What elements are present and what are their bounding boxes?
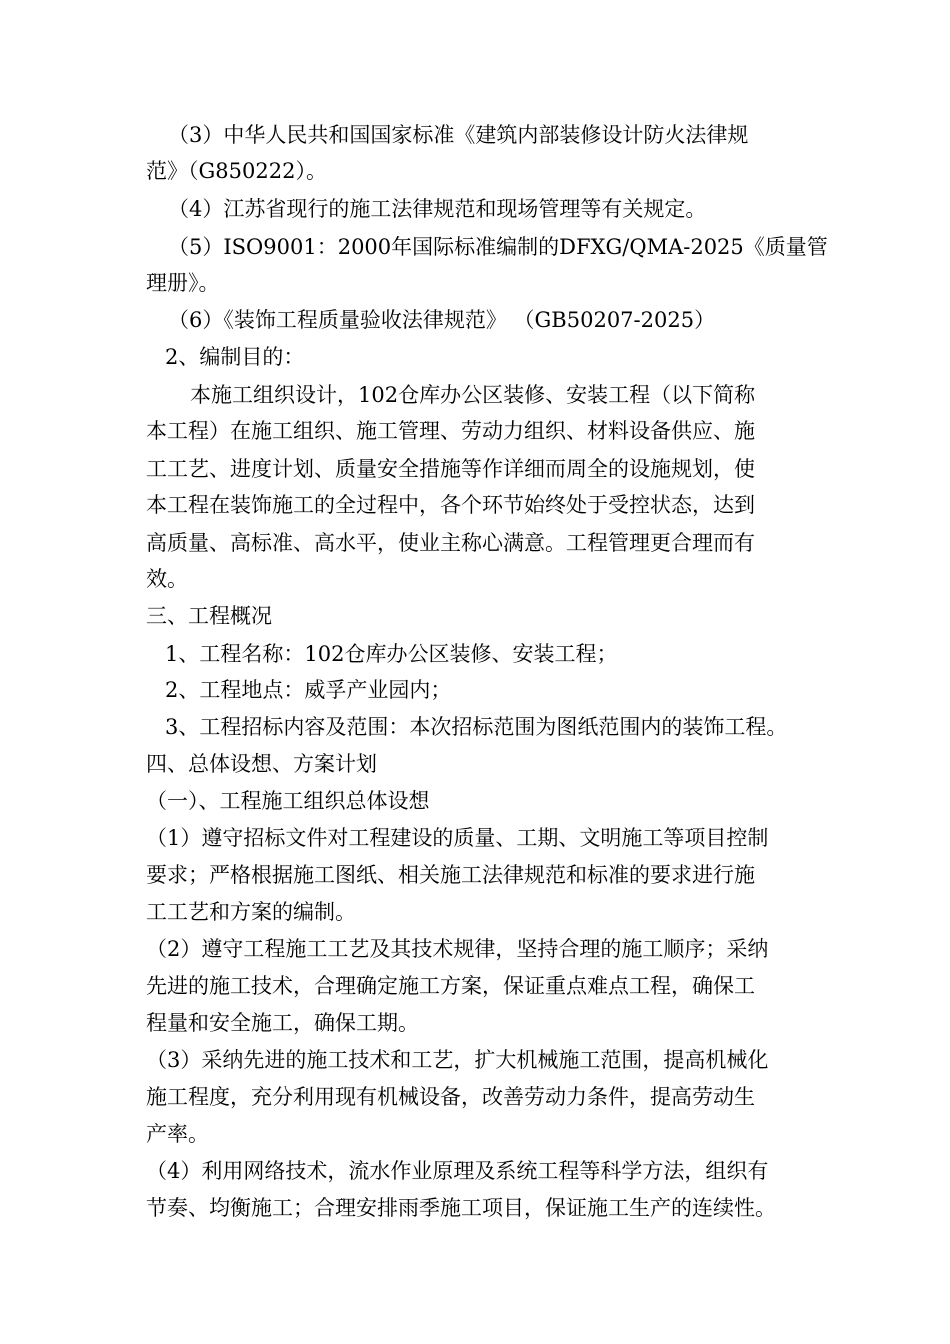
text-line: 效。 xyxy=(146,567,188,591)
text-line: 产率。 xyxy=(146,1122,209,1146)
subsection-heading: （一）、工程施工组织总体设想 xyxy=(146,789,430,813)
text-line: 程量和安全施工，确保工期。 xyxy=(146,1011,419,1035)
text-line: 本工程在装饰施工的全过程中，各个环节始终处于受控状态，达到 xyxy=(146,493,755,517)
text-line: 节奏、均衡施工；合理安排雨季施工项目，保证施工生产的连续性。 xyxy=(146,1196,776,1220)
text-line: 先进的施工技术，合理确定施工方案，保证重点难点工程，确保工 xyxy=(146,974,755,998)
text-line: （4）利用网络技术，流水作业原理及系统工程等科学方法，组织有 xyxy=(146,1159,769,1183)
section-heading: 2、编制目的： xyxy=(165,345,305,369)
text-line: 工工艺、进度计划、质量安全措施等作详细而周全的设施规划，使 xyxy=(146,457,755,481)
text-line: 2、工程地点：威孚产业园内； xyxy=(165,678,452,702)
section-heading: 四、总体设想、方案计划 xyxy=(146,752,377,776)
text-line: 高质量、高标准、高水平，使业主称心满意。工程管理更合理而有 xyxy=(146,531,755,555)
section-heading: 三、工程概况 xyxy=(146,604,272,628)
text-line: （5）ISO9001：2000年国际标准编制的DFXG/QMA-2025《质量管 xyxy=(168,235,828,259)
text-line: （1）遵守招标文件对工程建设的质量、工期、文明施工等项目控制 xyxy=(146,826,769,850)
text-line: 1、工程名称：102仓库办公区装修、安装工程； xyxy=(165,642,618,666)
text-line: 范》（G850222）。 xyxy=(146,159,327,183)
text-line: （3）中华人民共和国国家标准《建筑内部装修设计防火法律规 xyxy=(168,123,749,147)
text-line: 本施工组织设计，102仓库办公区装修、安装工程（以下简称 xyxy=(190,383,756,407)
text-line: 理册》。 xyxy=(146,271,220,295)
text-line: 工工艺和方案的编制。 xyxy=(146,900,356,924)
text-line: 3、工程招标内容及范围：本次招标范围为图纸范围内的装饰工程。 xyxy=(165,715,788,739)
text-line: （6）《装饰工程质量验收法律规范》 （GB50207-2025） xyxy=(168,308,716,332)
text-line: （2）遵守工程施工工艺及其技术规律，坚持合理的施工顺序；采纳 xyxy=(146,937,769,961)
text-line: 要求；严格根据施工图纸、相关施工法律规范和标准的要求进行施 xyxy=(146,863,755,887)
text-line: （3）采纳先进的施工技术和工艺，扩大机械施工范围，提高机械化 xyxy=(146,1048,769,1072)
text-line: 施工程度，充分利用现有机械设备，改善劳动力条件，提高劳动生 xyxy=(146,1085,755,1109)
text-line: （4）江苏省现行的施工法律规范和现场管理等有关规定。 xyxy=(168,197,707,221)
text-line: 本工程）在施工组织、施工管理、劳动力组织、材料设备供应、施 xyxy=(146,419,755,443)
